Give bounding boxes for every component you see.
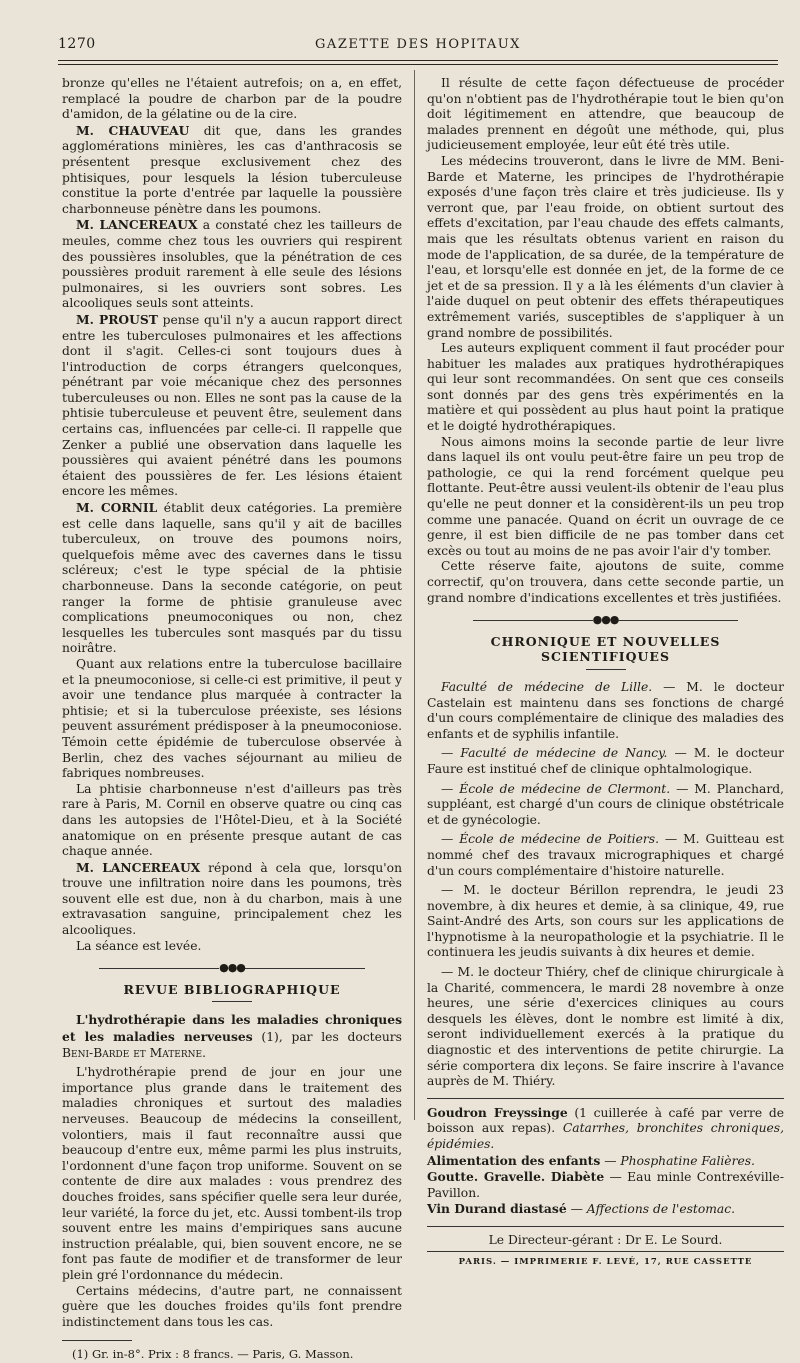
right-column [427, 76, 784, 1270]
news-item [427, 782, 784, 829]
news-lead: — Faculté de médecine de Nancy. [441, 746, 668, 761]
paragraph: Il résulte de cette façon défectueuse de procéder qu'on n'obtient pas de l'hydrothérapie tout le bien qu'on doit légitimement en attendre, que beaucoup de malades prennent en dégoût une méthode, qui, plus judicieusement employée, leur eût été très utile. [427, 76, 784, 153]
news-lead: — École de médecine de Clermont. [441, 781, 671, 796]
news-text: — M. le docteur Faure est institué chef de clinique ophtalmologique. [427, 746, 784, 776]
news-item: — M. le docteur Bérillon reprendra, le jeudi 23 novembre, à dix heures et demie, à sa clinique, 49, rue Saint-André des Arts, son cours sur les applications de l'hypnotisme à la neuropathologie et la psychiatrie. Il le continuera les jeudis suivants à dix heures et demie. [427, 883, 784, 960]
header-rule [58, 60, 778, 61]
signature-rule [427, 1226, 784, 1227]
director-signature: Le Directeur-gérant : Dr E. Le Sourd. [488, 1232, 723, 1247]
news-text: — M. Guitteau est nommé chef des travaux micrographiques et chargé d'un cours complémentaire d'histoire naturelle. [427, 832, 784, 878]
ad-italic: Catarrhes, bronchites chroniques, épidémies. [427, 1121, 784, 1151]
footnote: (1) Gr. in-8°. Prix : 8 francs. — Paris, G. Masson. [72, 1347, 354, 1362]
paragraph-text: répond à cela que, lorsqu'on trouve une infiltration noire dans les poumons, très souvent elle est due, non à du charbon, mais à une extravasation sanguine, principalement chez les alcooliques. [62, 860, 402, 938]
paragraph: Nous aimons moins la seconde partie de leur livre dans laquel ils ont voulu peut-être faire un peu trop de pathologie, ce qui la rend forcément quelque peu flottante. Peut-être aussi veulent-ils obtenir de l'eau plus qu'elle ne peut donner et la considèrent-ils un peu trop comme une panacée. Quand on écrit un ouvrage de ce genre, il est bien difficile de ne pas tomber dans cet excès ou tout au moins de ne pas avoir l'air d'y tomber. [427, 434, 784, 558]
advertisement [427, 1105, 784, 1153]
ad-italic: Phosphatine Falières. [620, 1153, 755, 1168]
book-ref: (1), par les docteurs [252, 1030, 402, 1045]
ad-text: — [566, 1202, 587, 1217]
speaker-name: M. LANCEREAUX [76, 217, 198, 233]
journal-title: GAZETTE DES HOPITAUX [315, 37, 521, 52]
advertisement [427, 1201, 784, 1218]
news-lead: — École de médecine de Poitiers. [441, 832, 659, 847]
footnote-rule [62, 1340, 132, 1341]
left-column [62, 76, 402, 1363]
speaker-name: M. CHAUVEAU [76, 122, 190, 138]
ad-italic: Affections de l'estomac. [586, 1202, 736, 1217]
ad-title: Vin Durand diastasé [427, 1201, 567, 1217]
ad-title: Goutte. Gravelle. Diabète [427, 1169, 605, 1185]
ad-text: — [600, 1153, 621, 1168]
news-item [427, 746, 784, 777]
advertisement [427, 1153, 784, 1170]
column-divider [414, 70, 415, 1120]
speaker-name: M. LANCEREAUX [76, 859, 201, 875]
news-item [427, 832, 784, 879]
printer-rule [427, 1251, 784, 1252]
heading-rule [212, 1001, 252, 1002]
paragraph-text: établit deux catégories. La première est celle dans laquelle, sans qu'il y ait de bacilles tuberculeux, on trouve des poumons noirs, quelquefois même avec des cavernes dans le tissu scléreux; c'est le type spécial de la phtisie charbonneuse. Dans la seconde catégorie, on peut ranger la forme de phtisie granuleuse avec complications pneumoconiques ou non, chez lesquelles les tubercules sont masqués par du tissu noirâtre. [62, 501, 402, 656]
page-header [58, 36, 778, 58]
speaker-name: M. CORNIL [76, 500, 158, 516]
news-text: — M. Planchard, suppléant, est chargé d'un cours de clinique obstétricale et de gynécologie. [427, 781, 784, 827]
ad-text: (1 cuillerée à café par verre de boisson aux repas). [427, 1105, 784, 1136]
paragraph: La séance est levée. [76, 938, 202, 953]
news-text: — M. le docteur Castelain est maintenu dans ses fonctions de chargé d'un cours complémentaire de clinique des maladies des enfants et de syphilis infantile. [427, 679, 784, 741]
news-lead: Faculté de médecine de Lille. [441, 679, 653, 694]
paragraph: Quant aux relations entre la tuberculose bacillaire et la pneumoconiose, si celle-ci est primitive, il peut y avoir une tendance plus marquée à contracter la phtisie; et si la tuberculose préexiste, ses lésions peuvent assurément prédisposer à la pneumoconiose. Témoin cette épidémie de tuberculose observée à Berlin, chez des vaches séjournant au milieu de fabriques nombreuses. [62, 656, 402, 781]
paragraph: La phtisie charbonneuse n'est d'ailleurs pas très rare à Paris, M. Cornil en observe quatre ou cinq cas dans les autopsies de l'Hôtel-Dieu, et à la Société anatomique on en présente presque autant de cas chaque année. [62, 781, 402, 859]
printer-line: PARIS. — IMPRIMERIE F. LEVÉ, 17, RUE CASSETTE [458, 1256, 753, 1267]
paragraph: L'hydrothérapie prend de jour en jour une importance plus grande dans le traitement des maladies chroniques et surtout des maladies nerveuses. Beaucoup de médecins la conseillent, volontiers, mais il faut reconnaître aussi que beaucoup d'entre eux, même parmi les plus instruits, l'ordonnent d'une façon trop uniforme. Souvent on se contente de dire aux malades : vous prendrez des douches froides, sans spécifier quelle sera leur durée, leur variété, la force du jet, etc. Aussi tombent-ils trop souvent entre les mains d'empiriques sans aucune instruction préalable, qui, bien souvent encore, ne se font pas faute de modifier et de transformer de leur plein gré l'ordonnance du médecin. [62, 1065, 402, 1282]
paragraph-text: dit que, dans les grandes agglomérations minières, les cas d'anthracosis se présentent presque exclusivement chez des phtisiques, pour lesquels la lésion tuberculeuse constitue la porte d'entrée par laquelle la poussière charbonneuse pénètre dans les poumons. [62, 123, 402, 216]
ad-title: Alimentation des enfants [427, 1152, 601, 1168]
paragraph [62, 123, 402, 218]
section-heading-revue: REVUE BIBLIOGRAPHIQUE [123, 981, 341, 997]
paragraph: bronze qu'elles ne l'étaient autrefois; on a, en effet, remplacé la poudre de charbon par de la poudre d'amidon, de la gélatine ou de la cire. [62, 76, 402, 122]
ad-text: — Eau minle Contrexéville-Pavillon. [427, 1170, 784, 1200]
paragraph: Certains médecins, d'autre part, ne connaissent guère que les douches froides qu'ils font prendre indistinctement dans tous les cas. [62, 1283, 402, 1329]
paragraph-text: a constaté chez les tailleurs de meules, comme chez tous les ouvriers qui respirent des poussières insolubles, que la pénétration de ces poussières produit rarement à elle seule des lésions pulmonaires, si les ouvriers sont sobres. Les alcooliques seuls sont atteints. [62, 218, 402, 311]
speaker-name: M. PROUST [76, 311, 158, 327]
paragraph: Les auteurs expliquent comment il faut procéder pour habituer les malades aux pratiques hydrothérapiques qui leur sont recommandées. On sent que ces conseils sont donnés par des gens très expérimentés en la matière et qui possèdent au plus haut point la pratique et le doigté hydrothérapiques. [427, 341, 784, 434]
paragraph: Les médecins trouveront, dans le livre de MM. Beni-Barde et Materne, les principes de l'hydrothérapie exposés d'une façon très claire et très judicieuse. Ils y verront que, par l'eau froide, on obtient surtout des effets d'excitation, par l'eau chaude des effets calmants, mais que les résultats obtenus varient en raison du mode de l'application, de sa durée, de la température de l'eau, et lorsqu'elle est donnée en jet, de la forme de ce jet et de sa pression. Il y a là les éléments d'un clavier à l'aide duquel on peut obtenir des effets thérapeutiques extrêmement variés, susceptibles de s'appliquer à un grand nombre de possibilités. [427, 153, 784, 340]
paragraph: Cette réserve faite, ajoutons de suite, comme correctif, qu'on trouvera, dans cette seconde partie, un grand nombre d'indications excellentes et très justifiées. [427, 559, 784, 605]
paragraph [62, 312, 402, 500]
heading-rule [586, 669, 626, 670]
book-title: L'hydrothérapie dans les maladies chroniques et les maladies nerveuses [62, 1012, 402, 1045]
ads-rule [427, 1098, 784, 1099]
section-ornament: ●●● [62, 960, 402, 976]
book-authors: Beni-Barde et Materne. [62, 1045, 206, 1060]
paragraph [62, 860, 402, 939]
paragraph [62, 217, 402, 312]
page-number: 1270 [58, 36, 96, 52]
paragraph-text: pense qu'il n'y a aucun rapport direct entre les tuberculoses pulmonaires et les affections dont il s'agit. Celles-ci sont toujours dues à l'introduction de corps étrangers quelconques, pénétrant par voie mécanique chez des personnes tuberculeuses ou non. Elles ne sont pas la cause de la phtisie tuberculeuse et peuvent être, seulement dans certains cas, influencées par celle-ci. Il rappelle que Zenker a publié une observation dans laquelle les poussières qui avaient pénétré dans les poumons étaient des poussières de fer. Les lésions étaient encore les mêmes. [62, 312, 403, 499]
news-item [427, 680, 784, 742]
news-item: — M. le docteur Thiéry, chef de clinique chirurgicale à la Charité, commencera, le mardi 28 novembre à onze heures, une série d'exercices cliniques au cours desquels les élèves, dont le nombre est limité à dix, seront individuellement exercés à la pratique du diagnostic et des interventions de petite chirurgie. La série comportera dix leçons. Se faire inscrire à l'avance auprès de M. Thiéry. [427, 965, 784, 1089]
ad-title: Goudron Freyssinge [427, 1104, 568, 1120]
section-ornament: ●●● [427, 612, 784, 628]
paragraph [62, 500, 402, 657]
section-heading-chronique: CHRONIQUE ET NOUVELLES SCIENTIFIQUES [490, 633, 721, 665]
book-review-title [62, 1012, 402, 1061]
header-rule-thin [58, 64, 778, 65]
advertisement [427, 1169, 784, 1201]
